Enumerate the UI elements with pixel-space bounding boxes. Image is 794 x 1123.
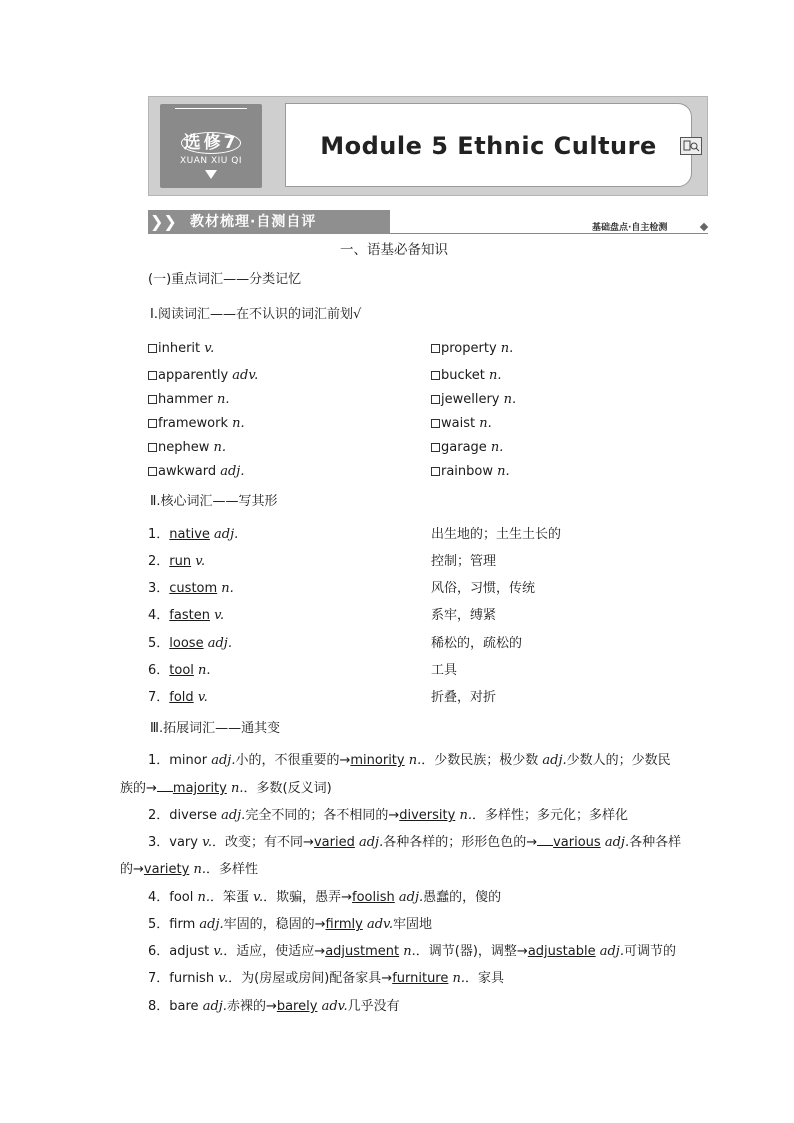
checkbox-icon[interactable] (148, 467, 157, 476)
checkbox-icon[interactable] (431, 419, 440, 428)
core-vocab-meaning: 风俗，习惯，传统 (431, 581, 536, 596)
vocab-item: property n. (431, 340, 513, 358)
checkbox-icon[interactable] (148, 419, 157, 428)
vocab-item: rainbow n. (431, 463, 510, 481)
core-vocab-meaning: 出生地的；土生土长的 (431, 527, 562, 542)
vocab-item: hammer n. (148, 391, 230, 409)
checkbox-icon[interactable] (148, 395, 157, 404)
section-right-label: 基础盘点·自主检测 (592, 223, 668, 233)
vocab-item: inherit v. (148, 340, 214, 358)
core-vocab-item: 7．fold v. (148, 690, 208, 705)
vocab-item: apparently adv. (148, 367, 258, 385)
ext-vocab-line: 1．minor adj.小的，不很重要的→minority n.．少数民族；极少数 adj.少数人的；少数民 (148, 753, 671, 768)
badge-subtitle: XUAN XIU QI (179, 156, 242, 166)
core-vocab-meaning: 控制；管理 (431, 554, 497, 569)
vocab-item: framework n. (148, 415, 245, 433)
checkbox-icon[interactable] (431, 443, 440, 452)
diamond-icon (700, 223, 708, 231)
reading-vocab-heading: Ⅰ.阅读词汇——在不认识的词汇前划√ (150, 307, 362, 322)
core-vocab-item: 2．run v. (148, 554, 206, 569)
section-label: 教材梳理·自测自评 (190, 214, 317, 230)
core-vocab-item: 6．tool n. (148, 663, 211, 678)
ext-vocab-line: 7．furnish v.．为(房屋或房间)配备家具→furniture n.．家具 (148, 971, 505, 986)
checkbox-icon[interactable] (431, 395, 440, 404)
core-vocab-item: 1．native adj. (148, 527, 239, 542)
badge-decoration-line (175, 108, 247, 109)
vocab-item: garage n. (431, 439, 503, 457)
core-vocab-item: 5．loose adj. (148, 636, 232, 651)
ext-vocab-heading: Ⅲ.拓展词汇——通其变 (150, 721, 281, 736)
ext-vocab-line: 5．firm adj.牢固的，稳固的→firmly adv.牢固地 (148, 917, 432, 932)
triangle-down-icon (205, 170, 217, 179)
ext-vocab-line: 4．fool n.．笨蛋 v.．欺骗，愚弄→foolish adj.愚蠢的，傻的 (148, 890, 502, 905)
core-vocab-meaning: 工具 (431, 663, 458, 678)
core-vocab-meaning: 系牢，缚紧 (431, 608, 497, 623)
checkbox-icon[interactable] (431, 371, 440, 380)
vocab-item: awkward adj. (148, 463, 244, 481)
ext-vocab-line: 8．bare adj.赤裸的→barely adv.几乎没有 (148, 999, 400, 1014)
checkbox-icon[interactable] (148, 344, 157, 353)
ext-vocab-line: 3．vary v.．改变；有不同→varied adj.各种各样的；形形色色的→ various adj.各种各样 (148, 835, 682, 850)
core-vocab-item: 3．custom n. (148, 581, 234, 596)
book-search-icon (680, 137, 702, 155)
ext-vocab-line: 族的→ majority n.．多数(反义词) (120, 781, 332, 796)
checkbox-icon[interactable] (148, 371, 157, 380)
core-vocab-heading: Ⅱ.核心词汇——写其形 (150, 494, 278, 509)
ext-vocab-line: 6．adjust v.．适应，使适应→adjustment n.．调节(器)，调整→adjustable adj.可调节的 (148, 944, 676, 959)
vocab-item: jewellery n. (431, 391, 516, 409)
vocab-item: nephew n. (148, 439, 226, 457)
core-vocab-meaning: 折叠，对折 (431, 690, 497, 705)
ext-vocab-line: 2．diverse adj.完全不同的；各不相同的→diversity n.．多样性；多元化；多样化 (148, 808, 628, 823)
core-vocab-meaning: 稀松的，疏松的 (431, 636, 523, 651)
ext-vocab-line: 的→variety n.．多样性 (120, 862, 258, 877)
module-title: Module 5 Ethnic Culture (320, 132, 657, 160)
core-vocab-item: 4．fasten v. (148, 608, 225, 623)
badge-title: 选修7 (160, 128, 262, 153)
double-chevron-icon: ❯❯ (150, 212, 177, 231)
checkbox-icon[interactable] (148, 443, 157, 452)
section-divider (390, 233, 708, 234)
vocab-item: waist n. (431, 415, 492, 433)
checkbox-icon[interactable] (431, 344, 440, 353)
part-subheading: (一)重点词汇——分类记忆 (148, 272, 302, 287)
vocab-item: bucket n. (431, 367, 501, 385)
part-heading: 一、语基必备知识 (340, 242, 448, 258)
checkbox-icon[interactable] (431, 467, 440, 476)
